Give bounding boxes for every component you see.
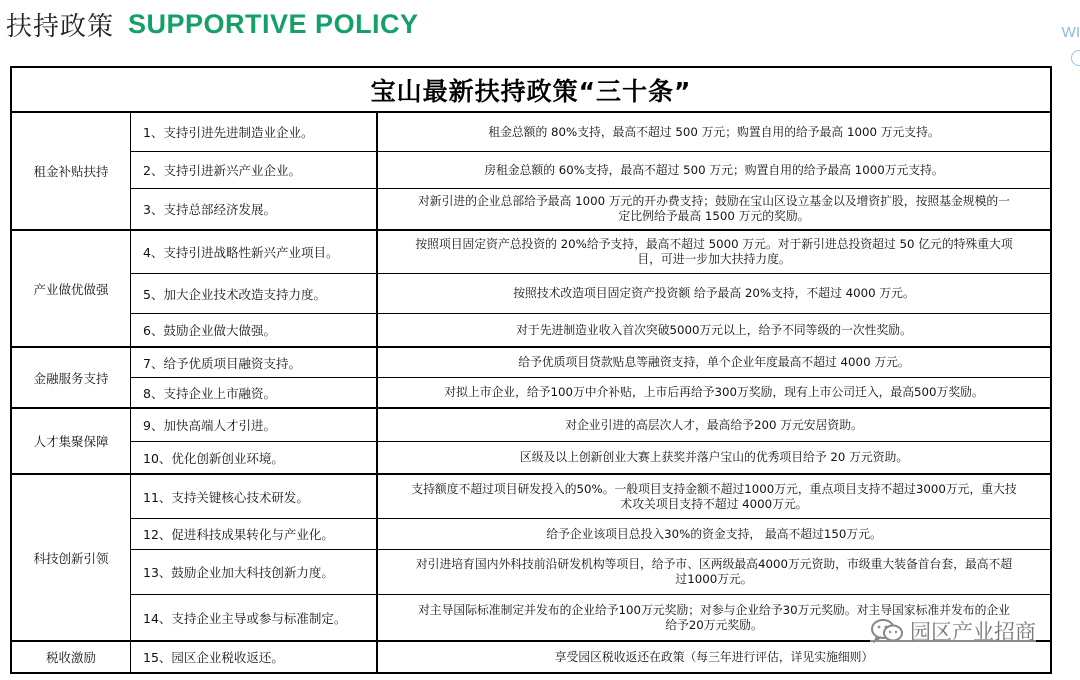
policy-item-label: 5、加大企业技术改造支持力度。 <box>143 286 326 302</box>
page-header <box>6 6 419 42</box>
policy-description-line: 租金总额的 80%支持，最高不超过 500 万元；购置自用的给予最高 1000 万元支持。 <box>488 124 940 139</box>
policy-description <box>376 550 1050 595</box>
policy-description-line: 给予优质项目贷款贴息等融资支持，单个企业年度最高不超过 4000 万元。 <box>518 355 910 369</box>
policy-item <box>130 595 376 642</box>
category-label: 人才集聚保障 <box>12 409 130 475</box>
header-title-en: SUPPORTIVE POLICY <box>128 8 419 39</box>
policy-item <box>130 274 376 314</box>
corner-text: WI <box>1061 24 1080 41</box>
policy-description-line: 对引进培育国内外科技前沿研发机构等项目，给予市、区两级最高4000万元资助，市级重大装备首台套，最高不超 <box>415 557 1013 571</box>
policy-item <box>130 550 376 595</box>
category-label: 产业做优做强 <box>12 231 130 348</box>
watermark <box>870 616 1036 646</box>
policy-description <box>376 274 1050 314</box>
table-title: 宝山最新扶持政策“三十条” <box>12 68 1050 113</box>
policy-item <box>130 642 376 672</box>
policy-description-line: 给予20万元奖励。 <box>665 617 763 632</box>
policy-description <box>376 113 1050 152</box>
policy-item-label: 14、支持企业主导或参与标准制定。 <box>143 610 347 626</box>
policy-description-line: 定比例给予最高 1500 万元的奖励。 <box>618 209 810 223</box>
policy-description <box>376 231 1050 274</box>
policy-description-line: 按照项目固定资产总投资的 20%给予支持，最高不超过 5000 万元。对于新引进总投资超过 50 亿元的特殊重大项 <box>415 237 1013 251</box>
policy-item <box>130 442 376 475</box>
policy-description-line: 区级及以上创新创业大赛上获奖并落户宝山的优秀项目给予 20 万元资助。 <box>519 450 909 464</box>
policy-description <box>376 642 1050 672</box>
policy-item-label: 12、促进科技成果转化与产业化。 <box>143 527 334 542</box>
policy-description-line: 过1000万元。 <box>675 572 753 586</box>
corner-mark <box>1071 50 1080 66</box>
table-body <box>12 113 1050 672</box>
policy-description <box>376 378 1050 409</box>
policy-description-line: 对新引进的企业总部给予最高 1000 万元的开办费支持；鼓励在宝山区设立基金以及增资扩股，按照基金规模的一 <box>418 194 1010 208</box>
policy-item <box>130 348 376 378</box>
policy-description-line: 目，可进一步加大扶持力度。 <box>637 252 791 266</box>
policy-description-line: 支持额度不超过项目研发投入的50%。一般项目支持金额不超过1000万元，重点项目支持不超过3000万元，重大技 <box>411 481 1017 496</box>
policy-item-label: 9、加快高端人才引进。 <box>143 418 276 433</box>
policy-description-line: 对拟上市企业，给予100万中介补贴，上市后再给予300万奖励，现有上市公司迁入，最高500万奖励。 <box>444 385 984 399</box>
policy-item-label: 7、给予优质项目融资支持。 <box>143 355 301 371</box>
policy-item <box>130 475 376 519</box>
policy-item <box>130 409 376 442</box>
policy-description-line: 对于先进制造业收入首次突破5000万元以上，给予不同等级的一次性奖励。 <box>516 322 912 337</box>
policy-item-label: 4、支持引进战略性新兴产业项目。 <box>143 245 339 260</box>
policy-item-label: 10、优化创新创业环境。 <box>143 450 284 466</box>
policy-table <box>10 66 1052 674</box>
policy-item <box>130 189 376 231</box>
policy-description-line: 对主导国际标准制定并发布的企业给予100万元奖励；对参与企业给予30万元奖励。对主导国家标准并发布的企业 <box>418 602 1010 617</box>
policy-item-label: 8、支持企业上市融资。 <box>143 385 276 401</box>
policy-description-line: 享受园区税收返还在政策（每三年进行评估，详见实施细则） <box>554 649 874 664</box>
wechat-icon <box>870 618 904 644</box>
policy-item-label: 3、支持总部经济发展。 <box>143 202 276 217</box>
category-label: 金融服务支持 <box>12 348 130 409</box>
policy-item-label: 6、鼓励企业做大做强。 <box>143 323 276 338</box>
policy-description-line: 房租金总额的 60%支持，最高不超过 500 万元；购置自用的给予最高 1000万元支持。 <box>484 162 944 177</box>
policy-description <box>376 409 1050 442</box>
policy-item <box>130 231 376 274</box>
policy-item <box>130 152 376 189</box>
policy-item <box>130 113 376 152</box>
category-label: 税收激励 <box>45 650 96 665</box>
policy-description-line: 按照技术改造项目固定资产投资额 给予最高 20%支持，不超过 4000 万元。 <box>513 286 915 300</box>
policy-item-label: 11、支持关键核心技术研发。 <box>143 489 309 505</box>
policy-item-label: 13、鼓励企业加大科技创新力度。 <box>143 565 334 580</box>
policy-item <box>130 378 376 409</box>
policy-description <box>376 189 1050 231</box>
policy-item <box>130 519 376 550</box>
policy-description-line: 给予企业该项目总投入30%的资金支持， 最高不超过150万元。 <box>546 526 882 541</box>
policy-item-label: 15、园区企业税收返还。 <box>143 650 284 665</box>
policy-item-label: 2、支持引进新兴产业企业。 <box>143 163 301 178</box>
category-label: 科技创新引领 <box>12 475 130 642</box>
policy-description-line: 对企业引进的高层次人才，最高给予200 万元安居资助。 <box>565 417 863 432</box>
category-label: 租金补贴扶持 <box>12 113 130 231</box>
policy-description <box>376 314 1050 348</box>
header-title-cn: 扶持政策 <box>6 11 115 42</box>
policy-description <box>376 348 1050 378</box>
policy-item <box>130 314 376 348</box>
watermark-text: 园区产业招商 <box>910 620 1036 644</box>
policy-item-label: 1、支持引进先进制造业企业。 <box>143 125 314 140</box>
policy-description <box>376 442 1050 475</box>
policy-description <box>376 519 1050 550</box>
policy-description <box>376 475 1050 519</box>
policy-description <box>376 152 1050 189</box>
policy-description-line: 术攻关项目支持不超过 4000万元。 <box>620 496 808 511</box>
